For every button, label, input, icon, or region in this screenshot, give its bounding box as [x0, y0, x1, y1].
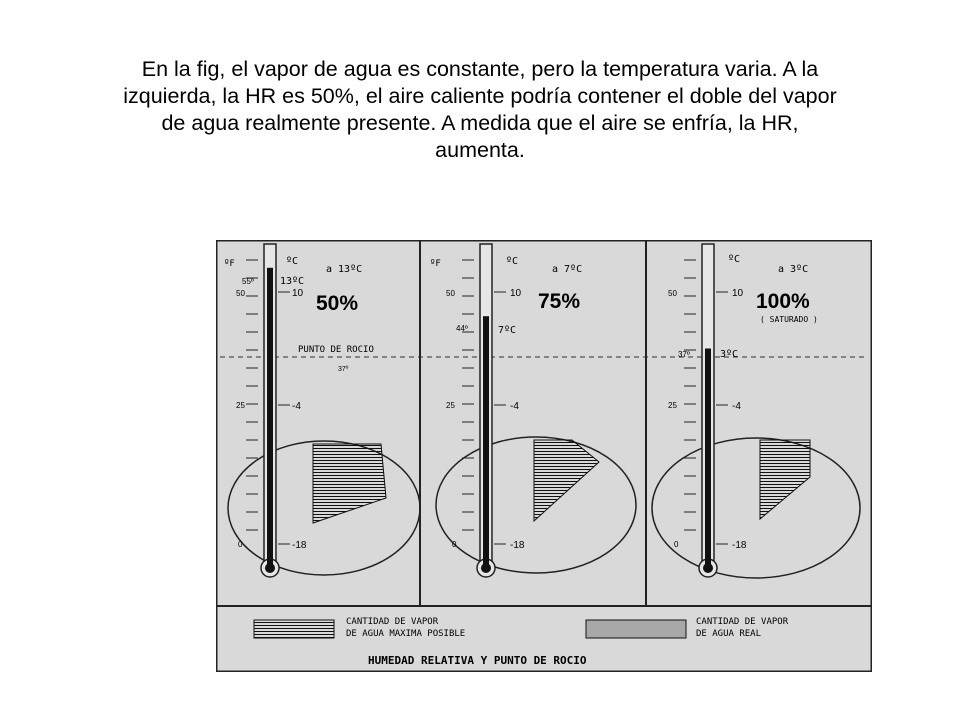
unit-f: ºF	[224, 259, 235, 269]
c-tick-minus18: -18	[510, 540, 525, 551]
caption-line: En la fig, el vapor de agua es constante, pero la temperatura varia. A la	[141, 57, 819, 81]
temperature-label: a 3ºC	[778, 264, 809, 275]
c-tick-minus18: -18	[292, 540, 307, 551]
c-tick-minus4: -4	[732, 401, 741, 412]
legend-max-line2: DE AGUA MAXIMA POSIBLE	[346, 629, 466, 639]
mercury-label-f: 44º	[456, 324, 468, 333]
c-tick-10: 10	[510, 288, 522, 299]
mercury-label-f: 37º	[678, 350, 690, 359]
thermometer	[699, 244, 717, 577]
figure-caption	[40, 56, 920, 164]
c-tick-10: 10	[292, 288, 304, 299]
f-tick-0: 0	[452, 540, 457, 549]
mercury-label-c: 7ºC	[498, 325, 517, 336]
relative-humidity: 100%	[756, 290, 810, 313]
legend-max-line1: CANTIDAD DE VAPOR	[346, 617, 439, 627]
legend-swatch-real	[586, 620, 686, 638]
mercury-label-f: 55º	[242, 277, 254, 286]
mercury-column	[705, 349, 711, 569]
pie-slice-max	[760, 440, 810, 519]
humidity-diagram	[216, 240, 872, 672]
panel-2	[430, 244, 636, 577]
mercury-column	[267, 268, 273, 568]
pie-circle	[652, 438, 860, 578]
temperature-label: a 7ºC	[552, 264, 583, 275]
diagram-svg	[216, 240, 872, 672]
unit-c: ºC	[728, 254, 741, 265]
f-tick-50: 50	[236, 289, 245, 298]
f-tick-25: 25	[236, 401, 245, 410]
dew-point-value: 37º	[338, 366, 349, 373]
caption-line: aumenta.	[435, 138, 525, 162]
legend-real-line1: CANTIDAD DE VAPOR	[696, 617, 789, 627]
f-tick-50: 50	[446, 289, 455, 298]
mercury-label-c: 13ºC	[280, 276, 305, 287]
pie-slice-max	[534, 440, 599, 521]
panel-1	[224, 244, 420, 577]
caption-line: de agua realmente presente. A medida que el aire se enfría, la HR,	[161, 111, 799, 135]
f-tick-0: 0	[238, 540, 243, 549]
c-tick-minus18: -18	[732, 540, 747, 551]
caption-line: izquierda, la HR es 50%, el aire caliente podría contener el doble del vapor	[123, 84, 837, 108]
unit-c: ºC	[506, 256, 519, 267]
relative-humidity: 75%	[538, 290, 581, 313]
diagram-title: HUMEDAD RELATIVA Y PUNTO DE ROCIO	[368, 654, 587, 667]
thermometer	[477, 244, 495, 577]
temperature-label: a 13ºC	[326, 264, 363, 275]
saturated-note: ( SATURADO )	[760, 315, 818, 324]
dew-point-label: PUNTO DE ROCIO	[298, 345, 374, 355]
legend-real-line2: DE AGUA REAL	[696, 629, 762, 639]
mercury-label-c: 3ºC	[720, 349, 739, 360]
f-tick-50: 50	[668, 289, 677, 298]
thermometer	[261, 244, 279, 577]
c-tick-minus4: -4	[510, 401, 519, 412]
unit-c: ºC	[286, 256, 299, 267]
panel-3	[652, 244, 860, 578]
f-tick-25: 25	[446, 401, 455, 410]
mercury-column	[483, 316, 489, 568]
legend-swatch-max	[254, 620, 334, 638]
relative-humidity: 50%	[316, 292, 359, 315]
f-tick-25: 25	[668, 401, 677, 410]
unit-f: ºF	[430, 259, 441, 269]
c-tick-minus4: -4	[292, 401, 301, 412]
f-tick-0: 0	[674, 540, 679, 549]
legend	[254, 617, 789, 667]
c-tick-10: 10	[732, 288, 744, 299]
pie-slice-max	[313, 444, 386, 523]
